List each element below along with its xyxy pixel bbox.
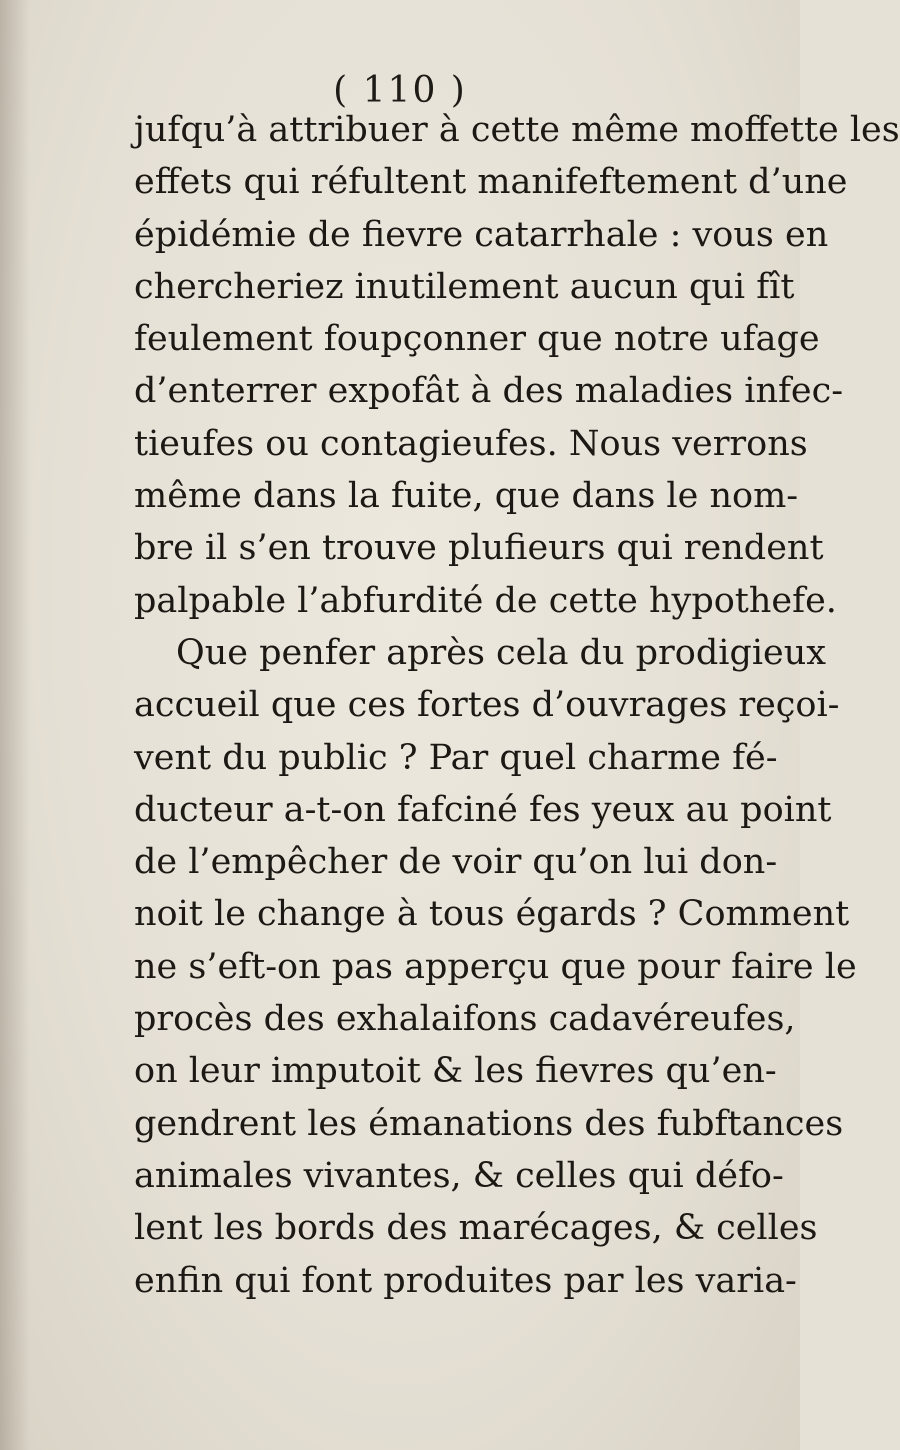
text-line: enfin qui font produites par les varia- xyxy=(134,1260,797,1301)
text-line: Que penfer après cela du prodigieux xyxy=(176,632,827,673)
text-line: noit le change à tous égards ? Comment xyxy=(134,894,850,935)
text-line: accueil que ces fortes d’ouvrages reçoi- xyxy=(134,685,840,726)
text-line: d’enterrer expofât à des maladies infec- xyxy=(134,371,844,412)
text-line: bre il s’en trouve plufieurs qui rendent xyxy=(134,528,824,569)
body-text xyxy=(134,104,900,1307)
text-line: feulement foupçonner que notre ufage xyxy=(134,319,820,360)
text-line: même dans la fuite, que dans le nom- xyxy=(134,476,799,517)
text-line: gendrent les émanations des fubftances xyxy=(134,1103,844,1144)
text-line: jufqu’à attribuer à cette même moffette les xyxy=(134,110,900,150)
text-line: effets qui réfultent manifeftement d’une xyxy=(134,162,848,203)
text-line: chercheriez inutilement aucun qui fît xyxy=(134,266,795,307)
text-line: ne s’eft-on pas apperçu que pour faire le xyxy=(134,946,857,987)
text-line: lent les bords des marécages, & celles xyxy=(134,1208,818,1249)
text-line: animales vivantes, & celles qui défo- xyxy=(134,1155,784,1196)
text-line: tieufes ou contagieufes. Nous verrons xyxy=(134,423,808,464)
text-line: vent du public ? Par quel charme fé- xyxy=(134,737,778,778)
text-line: procès des exhalaifons cadavéreufes, xyxy=(134,999,796,1040)
text-line: de l’empêcher de voir qu’on lui don- xyxy=(134,842,778,883)
text-line: ducteur a-t-on fafciné fes yeux au point xyxy=(134,789,832,830)
text-line: palpable l’abfurdité de cette hypothefe. xyxy=(134,580,837,621)
text-line: épidémie de fievre catarrhale : vous en xyxy=(134,214,829,255)
page-number: ( 110 ) xyxy=(333,70,467,111)
text-line: on leur imputoit & les fievres qu’en- xyxy=(134,1051,777,1092)
